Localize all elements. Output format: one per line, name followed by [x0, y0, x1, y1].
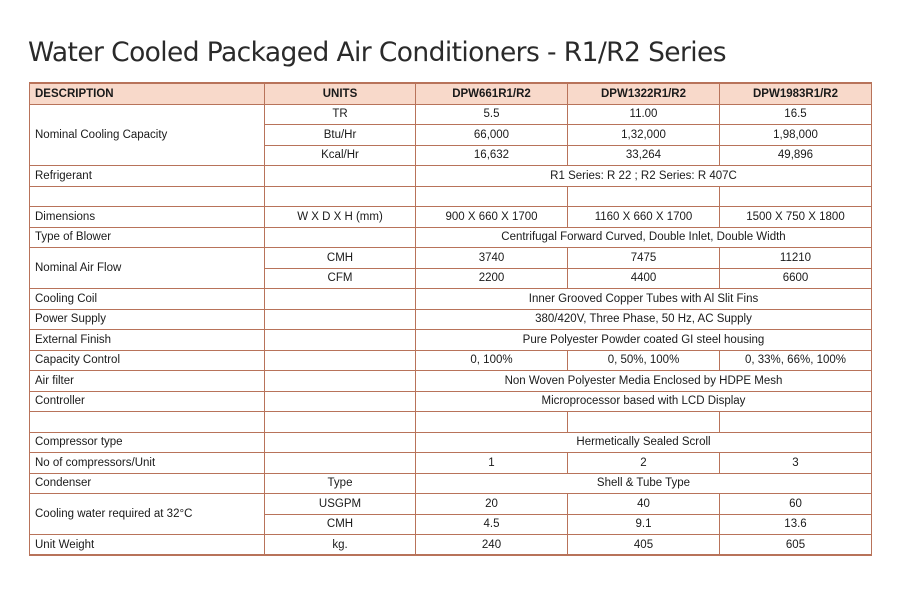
row-label-unit-weight: Unit Weight [30, 535, 265, 556]
table-row [30, 104, 872, 125]
row-label-power-supply: Power Supply [30, 309, 265, 330]
row-label-dimensions: Dimensions [30, 207, 265, 228]
row-label-air-filter: Air filter [30, 371, 265, 392]
table-row [30, 473, 872, 494]
row-label-cooling-water: Cooling water required at 32°C [30, 494, 265, 535]
unit-cell [265, 391, 416, 412]
page-title: Water Cooled Packaged Air Conditioners - R1/R2 Series [28, 37, 726, 68]
value-cell: 6600 [720, 268, 872, 289]
table-row [30, 227, 872, 248]
value-cell: 1500 X 750 X 1800 [720, 207, 872, 228]
value-cell: 5.5 [416, 104, 568, 125]
value-cell: 11.00 [568, 104, 720, 125]
unit-cell: TR [265, 104, 416, 125]
table-row [30, 371, 872, 392]
row-label-condenser: Condenser [30, 473, 265, 494]
unit-cell [265, 453, 416, 474]
table-row [30, 309, 872, 330]
header-description: DESCRIPTION [30, 83, 265, 104]
value-cell: 0, 100% [416, 350, 568, 371]
value-cell: 1,32,000 [568, 125, 720, 146]
unit-cell: Btu/Hr [265, 125, 416, 146]
table-row [30, 330, 872, 351]
value-cell: 16.5 [720, 104, 872, 125]
table-row [30, 207, 872, 228]
value-cell: 0, 33%, 66%, 100% [720, 350, 872, 371]
row-label-air-flow: Nominal Air Flow [30, 248, 265, 289]
value-cell: 11210 [720, 248, 872, 269]
row-label-capacity-control: Capacity Control [30, 350, 265, 371]
empty-row [30, 186, 872, 207]
unit-cell: Kcal/Hr [265, 145, 416, 166]
value-cell: Non Woven Polyester Media Enclosed by HDPE Mesh [416, 371, 872, 392]
row-label-compressor-type: Compressor type [30, 432, 265, 453]
table-header-row [30, 83, 872, 104]
unit-cell [265, 330, 416, 351]
value-cell: 1160 X 660 X 1700 [568, 207, 720, 228]
value-cell: 3740 [416, 248, 568, 269]
value-cell: 7475 [568, 248, 720, 269]
row-label-cooling-coil: Cooling Coil [30, 289, 265, 310]
value-cell: Hermetically Sealed Scroll [416, 432, 872, 453]
value-cell: 405 [568, 535, 720, 556]
table-row [30, 350, 872, 371]
value-cell: 20 [416, 494, 568, 515]
value-cell: 40 [568, 494, 720, 515]
unit-cell [265, 350, 416, 371]
value-cell: 9.1 [568, 514, 720, 535]
value-cell: 4400 [568, 268, 720, 289]
value-cell: 66,000 [416, 125, 568, 146]
header-model-3: DPW1983R1/R2 [720, 83, 872, 104]
unit-cell: kg. [265, 535, 416, 556]
value-cell: 380/420V, Three Phase, 50 Hz, AC Supply [416, 309, 872, 330]
unit-cell [265, 309, 416, 330]
value-cell: Inner Grooved Copper Tubes with Al Slit Fins [416, 289, 872, 310]
value-cell: 13.6 [720, 514, 872, 535]
table-row [30, 391, 872, 412]
value-cell: Centrifugal Forward Curved, Double Inlet, Double Width [416, 227, 872, 248]
value-cell: 4.5 [416, 514, 568, 535]
value-cell: Shell & Tube Type [416, 473, 872, 494]
spec-table [29, 82, 872, 556]
value-cell: 1 [416, 453, 568, 474]
value-cell: 3 [720, 453, 872, 474]
table-row [30, 453, 872, 474]
value-cell: 2200 [416, 268, 568, 289]
unit-cell [265, 166, 416, 187]
table-row [30, 432, 872, 453]
value-cell: R1 Series: R 22 ; R2 Series: R 407C [416, 166, 872, 187]
value-cell: 1,98,000 [720, 125, 872, 146]
value-cell: 605 [720, 535, 872, 556]
header-model-1: DPW661R1/R2 [416, 83, 568, 104]
row-label-blower: Type of Blower [30, 227, 265, 248]
table-row [30, 166, 872, 187]
unit-cell [265, 227, 416, 248]
row-label-cooling-capacity: Nominal Cooling Capacity [30, 104, 265, 166]
table-row [30, 289, 872, 310]
table-row [30, 494, 872, 515]
value-cell: 16,632 [416, 145, 568, 166]
unit-cell [265, 371, 416, 392]
row-label-compressor-count: No of compressors/Unit [30, 453, 265, 474]
value-cell: 240 [416, 535, 568, 556]
unit-cell: CMH [265, 248, 416, 269]
table-row [30, 535, 872, 556]
value-cell: 2 [568, 453, 720, 474]
value-cell: Pure Polyester Powder coated GI steel housing [416, 330, 872, 351]
value-cell: 900 X 660 X 1700 [416, 207, 568, 228]
empty-row [30, 412, 872, 433]
unit-cell: USGPM [265, 494, 416, 515]
unit-cell [265, 289, 416, 310]
value-cell: 60 [720, 494, 872, 515]
header-units: UNITS [265, 83, 416, 104]
header-model-2: DPW1322R1/R2 [568, 83, 720, 104]
unit-cell: CMH [265, 514, 416, 535]
unit-cell: Type [265, 473, 416, 494]
row-label-external-finish: External Finish [30, 330, 265, 351]
value-cell: Microprocessor based with LCD Display [416, 391, 872, 412]
value-cell: 49,896 [720, 145, 872, 166]
table-row [30, 248, 872, 269]
unit-cell: W X D X H (mm) [265, 207, 416, 228]
value-cell: 0, 50%, 100% [568, 350, 720, 371]
row-label-refrigerant: Refrigerant [30, 166, 265, 187]
unit-cell: CFM [265, 268, 416, 289]
unit-cell [265, 432, 416, 453]
value-cell: 33,264 [568, 145, 720, 166]
row-label-controller: Controller [30, 391, 265, 412]
